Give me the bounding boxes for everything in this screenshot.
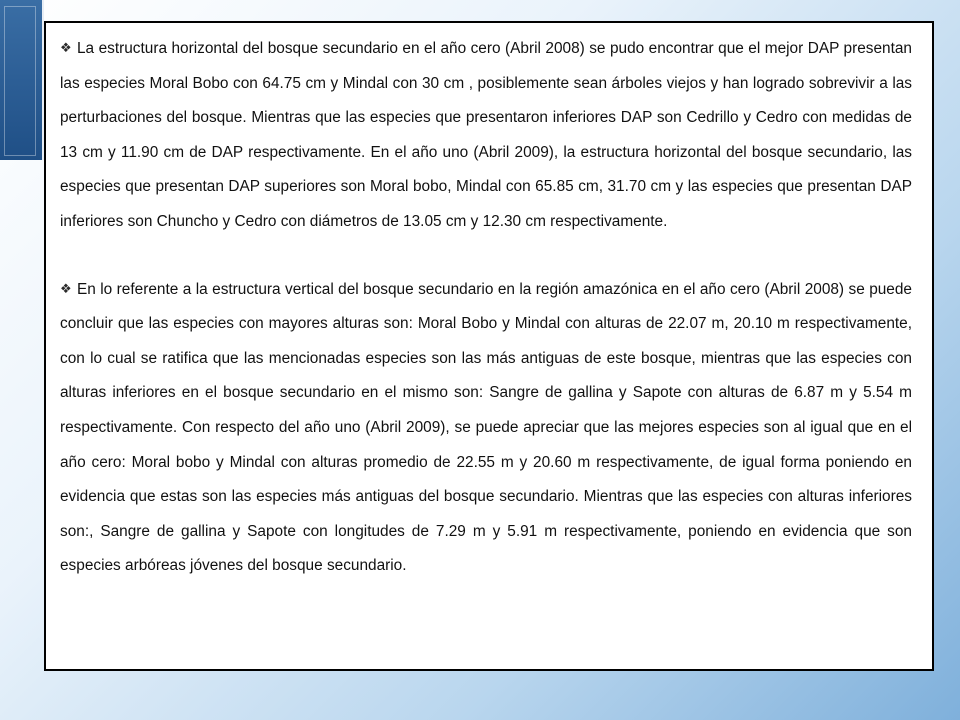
content-box [44,21,934,671]
paragraph-horizontal-structure [60,31,912,240]
paragraph-text: La estructura horizontal del bosque secundario en el año cero (Abril 2008) se pudo encontrar que el mejor DAP presentan las especies Moral Bobo con 64.75 cm y Mindal con 30 cm , posiblemente sean árboles viejos y han logrado sobrevivir a las perturbaciones del bosque. Mientras que las especies que presentaron inferiores DAP son Cedrillo y Cedro con medidas de 13 cm y 11.90 cm de DAP respectivamente. En el año uno (Abril 2009), la estructura horizontal del bosque secundario, las especies que presentan DAP superiores son Moral bobo, Mindal con 65.85 cm, 31.70 cm y las especies que presentan DAP inferiores son Chuncho y Cedro con diámetros de 13.05 cm y 12.30 cm respectivamente. [60,40,912,230]
diamond-bullet-icon: ❖ [60,280,72,296]
side-accent-bar [0,0,44,160]
paragraph-text: En lo referente a la estructura vertical del bosque secundario en la región amazónica en el año cero (Abril 2008) se puede concluir que las especies con mayores alturas son: Moral Bobo y Mindal con alturas de 22.07 m, 20.10 m respectivamente, con lo cual se ratifica que las mencionadas especies son las más antiguas de este bosque, mientras que las especies con alturas inferiores en el bosque secundario en el mismo son: Sangre de gallina y Sapote con alturas de 6.87 m y 5.54 m respectivamente. Con respecto del año uno (Abril 2009), se puede apreciar que las mejores especies son al igual que en el año cero: Moral bobo y Mindal con alturas promedio de 22.55 m y 20.60 m respectivamente, de igual forma poniendo en evidencia que estas son las especies más antiguas del bosque secundario. Mientras que las especies con alturas inferiores son:, Sangre de gallina y Sapote con longitudes de 7.29 m y 5.91 m respectivamente, poniendo en evidencia que son especies arbóreas jóvenes del bosque secundario. [60,280,912,575]
diamond-bullet-icon: ❖ [60,40,72,55]
paragraph-vertical-structure [60,272,912,584]
